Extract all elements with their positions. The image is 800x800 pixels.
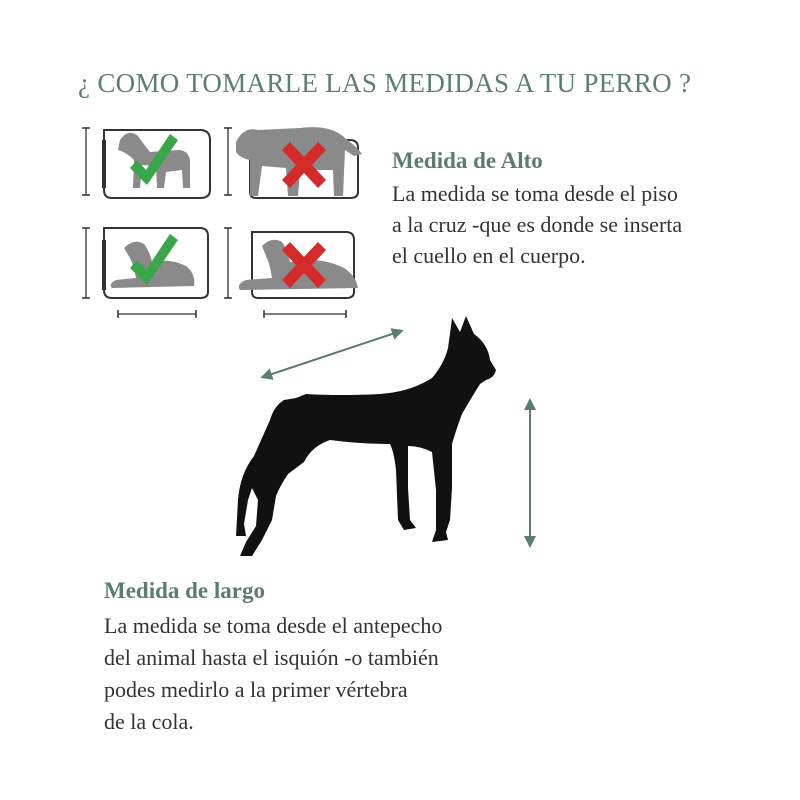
largo-line: podes medirlo a la primer vértebra (104, 677, 408, 702)
alto-description (392, 178, 772, 271)
largo-line: del animal hasta el isquión -o también (104, 645, 439, 670)
alto-line: el cuello en el cuerpo. (392, 243, 586, 268)
largo-heading: Medida de largo (104, 578, 265, 603)
carrier-lying-correct (86, 228, 208, 314)
largo-description (104, 610, 564, 738)
alto-heading: Medida de Alto (392, 148, 543, 173)
carrier-lying-wrong (228, 228, 358, 314)
carrier-standing-correct (86, 128, 210, 198)
alto-line: a la cruz -que es donde se inserta (392, 212, 683, 237)
largo-line: de la cola. (104, 709, 194, 734)
page-title: ¿ COMO TOMARLE LAS MEDIDAS A TU PERRO ? (78, 68, 692, 98)
largo-line: La medida se toma desde el antepecho (104, 613, 443, 638)
carrier-standing-wrong (228, 127, 362, 198)
alto-line: La medida se toma desde el piso (392, 181, 678, 206)
length-arrow (266, 332, 398, 376)
dog-silhouette (236, 316, 496, 556)
